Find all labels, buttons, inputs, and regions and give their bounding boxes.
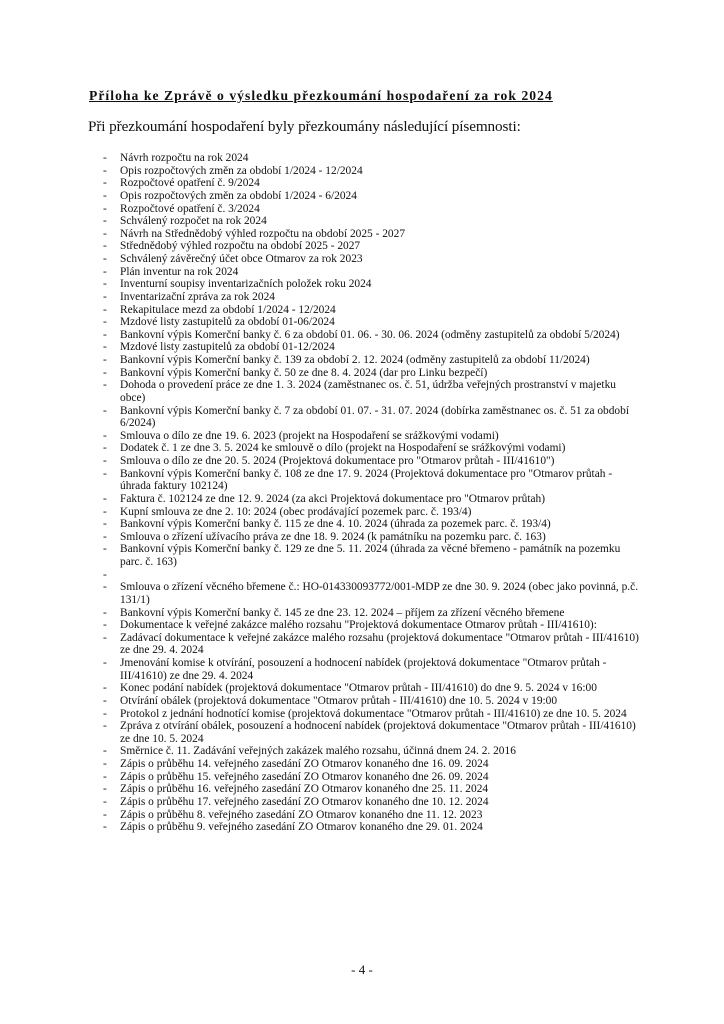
bullet-dash: - [103,505,107,518]
bullet-dash: - [103,404,107,417]
list-item-text: Smlouva o dílo ze dne 20. 5. 2024 (Projektová dokumentace pro "Otmarov průtah - III/41610") [120,455,555,467]
bullet-dash: - [103,455,107,467]
bullet-dash: - [103,745,107,758]
list-item [103,405,643,430]
list-item-text [120,569,123,581]
bullet-dash: - [103,354,107,366]
list-item-text: Mzdové listy zastupitelů za období 01-06/2024 [120,316,335,329]
list-item [103,581,643,606]
list-item [103,468,643,493]
list-item [103,442,643,455]
bullet-dash: - [103,783,107,796]
list-item-text: Bankovní výpis Komerční banky č. 145 ze dne 23. 12. 2024 – příjem za zřízení věcného břemene [120,606,565,619]
list-item [103,758,643,771]
list-item-text: Schválený závěrečný účet obce Otmarov za rok 2023 [120,253,363,265]
list-item-text: Bankovní výpis Komerční banky č. 108 ze dne 17. 9. 2024 (Projektová dokumentace pro "Otmarov průtah - úhrada faktury 102124) [120,467,613,493]
bullet-dash: - [103,303,107,316]
list-item-text: Dokumentace k veřejné zakázce malého rozsahu "Projektová dokumentace Otmarov průtah - III/41610): [120,619,597,632]
intro-text: Při přezkoumání hospodaření byly přezkoumány následující písemnosti: [88,118,521,135]
list-item [103,809,643,822]
list-item [103,506,643,519]
list-item [103,203,643,216]
list-item-text: Konec podání nabídek (projektová dokumentace "Otmarov průtah - III/41610) do dne 9. 5. 2024 v 16:00 [120,682,597,695]
bullet-dash: - [103,530,107,543]
list-item-text: Zadávací dokumentace k veřejné zakázce malého rozsahu (projektová dokumentace "Otmarov průtah - III/41610) ze dne 29. 4. 2024 [120,631,639,657]
bullet-dash: - [103,278,107,291]
list-item-text: Zápis o průběhu 14. veřejného zasedání ZO Otmarov konaného dne 16. 09. 2024 [120,758,489,770]
list-item [103,278,643,291]
list-item-text: Bankovní výpis Komerční banky č. 139 za období 2. 12. 2024 (odměny zastupitelů za období 11/2024) [120,354,590,366]
list-item-text: Bankovní výpis Komerční banky č. 129 ze dne 5. 11. 2024 (úhrada za věcné břemeno - památník na pozemku parc. č. 163) [120,543,621,568]
bullet-dash: - [103,240,107,253]
list-item [103,720,643,745]
list-item-text: Rozpočtové opatření č. 9/2024 [120,177,260,190]
list-item-text: Otvírání obálek (projektová dokumentace "Otmarov průtah - III/41610) dne 10. 5. 2024 v 19:00 [120,694,558,707]
list-item-text: Bankovní výpis Komerční banky č. 7 za období 01. 07. - 31. 07. 2024 (dobírka zaměstnanec os. č. 51 za období 6/2024) [120,404,629,430]
bullet-dash: - [103,821,107,834]
list-item [103,632,643,657]
list-item [103,695,643,708]
list-item-text: Opis rozpočtových změn za období 1/2024 - 12/2024 [120,164,363,177]
list-item [103,682,643,695]
bullet-dash: - [103,808,107,821]
bullet-dash: - [103,177,107,190]
list-item-text: Inventarizační zpráva za rok 2024 [120,290,275,303]
bullet-dash: - [103,189,107,202]
bullet-dash: - [103,328,107,341]
list-item-text: Dodatek č. 1 ze dne 3. 5. 2024 ke smlouvě o dílo (projekt na Hospodaření se srážkovými vodami) [120,442,566,455]
list-item-text: Bankovní výpis Komerční banky č. 6 za období 01. 06. - 30. 06. 2024 (odměny zastupitelů za období 5/2024) [120,328,620,341]
list-item [103,190,643,203]
list-item [103,215,643,228]
bullet-dash: - [103,492,107,505]
list-item [103,796,643,809]
document-title: Příloha ke Zprávě o výsledku přezkoumání hospodaření za rok 2024 [89,88,553,103]
list-item-text: Zápis o průběhu 9. veřejného zasedání ZO Otmarov konaného dne 29. 01. 2024 [120,821,483,834]
list-item [103,619,643,632]
bullet-dash: - [103,366,107,379]
list-item [103,607,643,620]
list-item-text: Střednědobý výhled rozpočtu na období 2025 - 2027 [120,240,361,253]
list-item-text: Plán inventur na rok 2024 [120,265,239,278]
list-item-text: Schválený rozpočet na rok 2024 [120,215,267,228]
list-item [103,304,643,317]
bullet-dash: - [103,379,107,392]
list-item [103,543,643,568]
list-item [103,708,643,721]
bullet-dash: - [103,543,107,556]
list-item-text: Bankovní výpis Komerční banky č. 50 ze dne 8. 4. 2024 (dar pro Linku bezpečí) [120,366,488,379]
bullet-dash: - [103,631,107,644]
bullet-dash: - [103,568,107,581]
list-item-text: Zápis o průběhu 8. veřejného zasedání ZO Otmarov konaného dne 11. 12. 2023 [120,808,483,821]
list-item-text: Zpráva z otvírání obálek, posouzení a hodnocení nabídek (projektová dokumentace "Otmarov průtah - III/41610) ze dne 10. 5. 2024 [120,720,636,745]
bullet-dash: - [103,467,107,480]
list-item [103,266,643,279]
bullet-dash: - [103,265,107,278]
bullet-dash: - [103,518,107,531]
bullet-dash: - [103,316,107,329]
bullet-dash: - [103,202,107,215]
list-item-text: Smlouva o zřízení věcného břemene č.: HO-014330093772/001-MDP ze dne 30. 9. 2024 (obec jako povinná, p.č. 131/1) [120,581,639,606]
list-item-text: Směrnice č. 11. Zadávání veřejných zakázek malého rozsahu, účinná dnem 24. 2. 2016 [120,745,516,758]
list-item-text: Opis rozpočtových změn za období 1/2024 - 6/2024 [120,189,357,202]
list-item [103,367,643,380]
list-item [103,253,643,266]
document-list [103,152,643,834]
bullet-dash: - [103,429,107,442]
list-item [103,493,643,506]
list-item-text: Návrh na Střednědobý výhled rozpočtu na období 2025 - 2027 [120,227,406,240]
bullet-dash: - [103,152,107,164]
list-item [103,569,643,582]
list-item [103,240,643,253]
bullet-dash: - [103,341,107,354]
list-item-text: Protokol z jednání hodnotící komise (projektová dokumentace "Otmarov průtah - III/41610) ze dne 10. 5. 2024 [120,707,627,720]
list-item [103,821,643,834]
list-item [103,531,643,544]
list-item [103,152,643,165]
list-item [103,771,643,784]
list-item [103,341,643,354]
list-item [103,354,643,367]
bullet-dash: - [103,770,107,783]
list-item [103,657,643,682]
bullet-dash: - [103,694,107,707]
list-item-text: Návrh rozpočtu na rok 2024 [120,152,249,164]
bullet-dash: - [103,253,107,265]
list-item [103,783,643,796]
bullet-dash: - [103,682,107,695]
list-item [103,379,643,404]
list-item [103,430,643,443]
list-item [103,291,643,304]
list-item-text: Dohoda o provedení práce ze dne 1. 3. 2024 (zaměstnanec os. č. 51, údržba veřejných prostranství v majetku obce) [120,379,616,404]
list-item-text: Bankovní výpis Komerční banky č. 115 ze dne 4. 10. 2024 (úhrada za pozemek parc. č. 193/4) [120,518,551,531]
list-item [103,455,643,468]
list-item-text: Jmenování komise k otvírání, posouzení a hodnocení nabídek (projektová dokumentace "Otmarov průtah - III/41610) ze dne 29. 4. 2024 [120,657,607,682]
list-item [103,228,643,241]
bullet-dash: - [103,707,107,720]
list-item-text: Kupní smlouva ze dne 2. 10: 2024 (obec prodávající pozemek parc. č. 193/4) [120,505,472,518]
list-item [103,177,643,190]
bullet-dash: - [103,795,107,808]
bullet-dash: - [103,442,107,455]
list-item-text: Smlouva o zřízení užívacího práva ze dne 18. 9. 2024 (k památníku na pozemku parc. č. 163) [120,530,546,543]
list-item-text: Rozpočtové opatření č. 3/2024 [120,202,260,215]
list-item-text: Zápis o průběhu 16. veřejného zasedání ZO Otmarov konaného dne 25. 11. 2024 [120,783,489,796]
list-item-text: Mzdové listy zastupitelů za období 01-12/2024 [120,341,335,354]
list-item-text: Faktura č. 102124 ze dne 12. 9. 2024 (za akci Projektová dokumentace pro "Otmarov průtah) [120,492,546,505]
bullet-dash: - [103,657,107,669]
bullet-dash: - [103,215,107,228]
bullet-dash: - [103,758,107,770]
bullet-dash: - [103,581,107,594]
list-item [103,165,643,178]
list-item-text: Zápis o průběhu 17. veřejného zasedání ZO Otmarov konaného dne 10. 12. 2024 [120,795,489,808]
page-number: - 4 - [351,962,373,977]
list-item [103,518,643,531]
list-item-text: Zápis o průběhu 15. veřejného zasedání ZO Otmarov konaného dne 26. 09. 2024 [120,770,489,783]
bullet-dash: - [103,720,107,733]
bullet-dash: - [103,227,107,240]
bullet-dash: - [103,606,107,619]
list-item [103,316,643,329]
list-item [103,745,643,758]
bullet-dash: - [103,164,107,177]
bullet-dash: - [103,619,107,632]
list-item-text: Rekapitulace mezd za období 1/2024 - 12/2024 [120,303,336,316]
list-item-text: Inventurní soupisy inventarizačních položek roku 2024 [120,278,372,291]
bullet-dash: - [103,290,107,303]
list-item [103,329,643,342]
list-item-text: Smlouva o dílo ze dne 19. 6. 2023 (projekt na Hospodaření se srážkovými vodami) [120,429,499,442]
